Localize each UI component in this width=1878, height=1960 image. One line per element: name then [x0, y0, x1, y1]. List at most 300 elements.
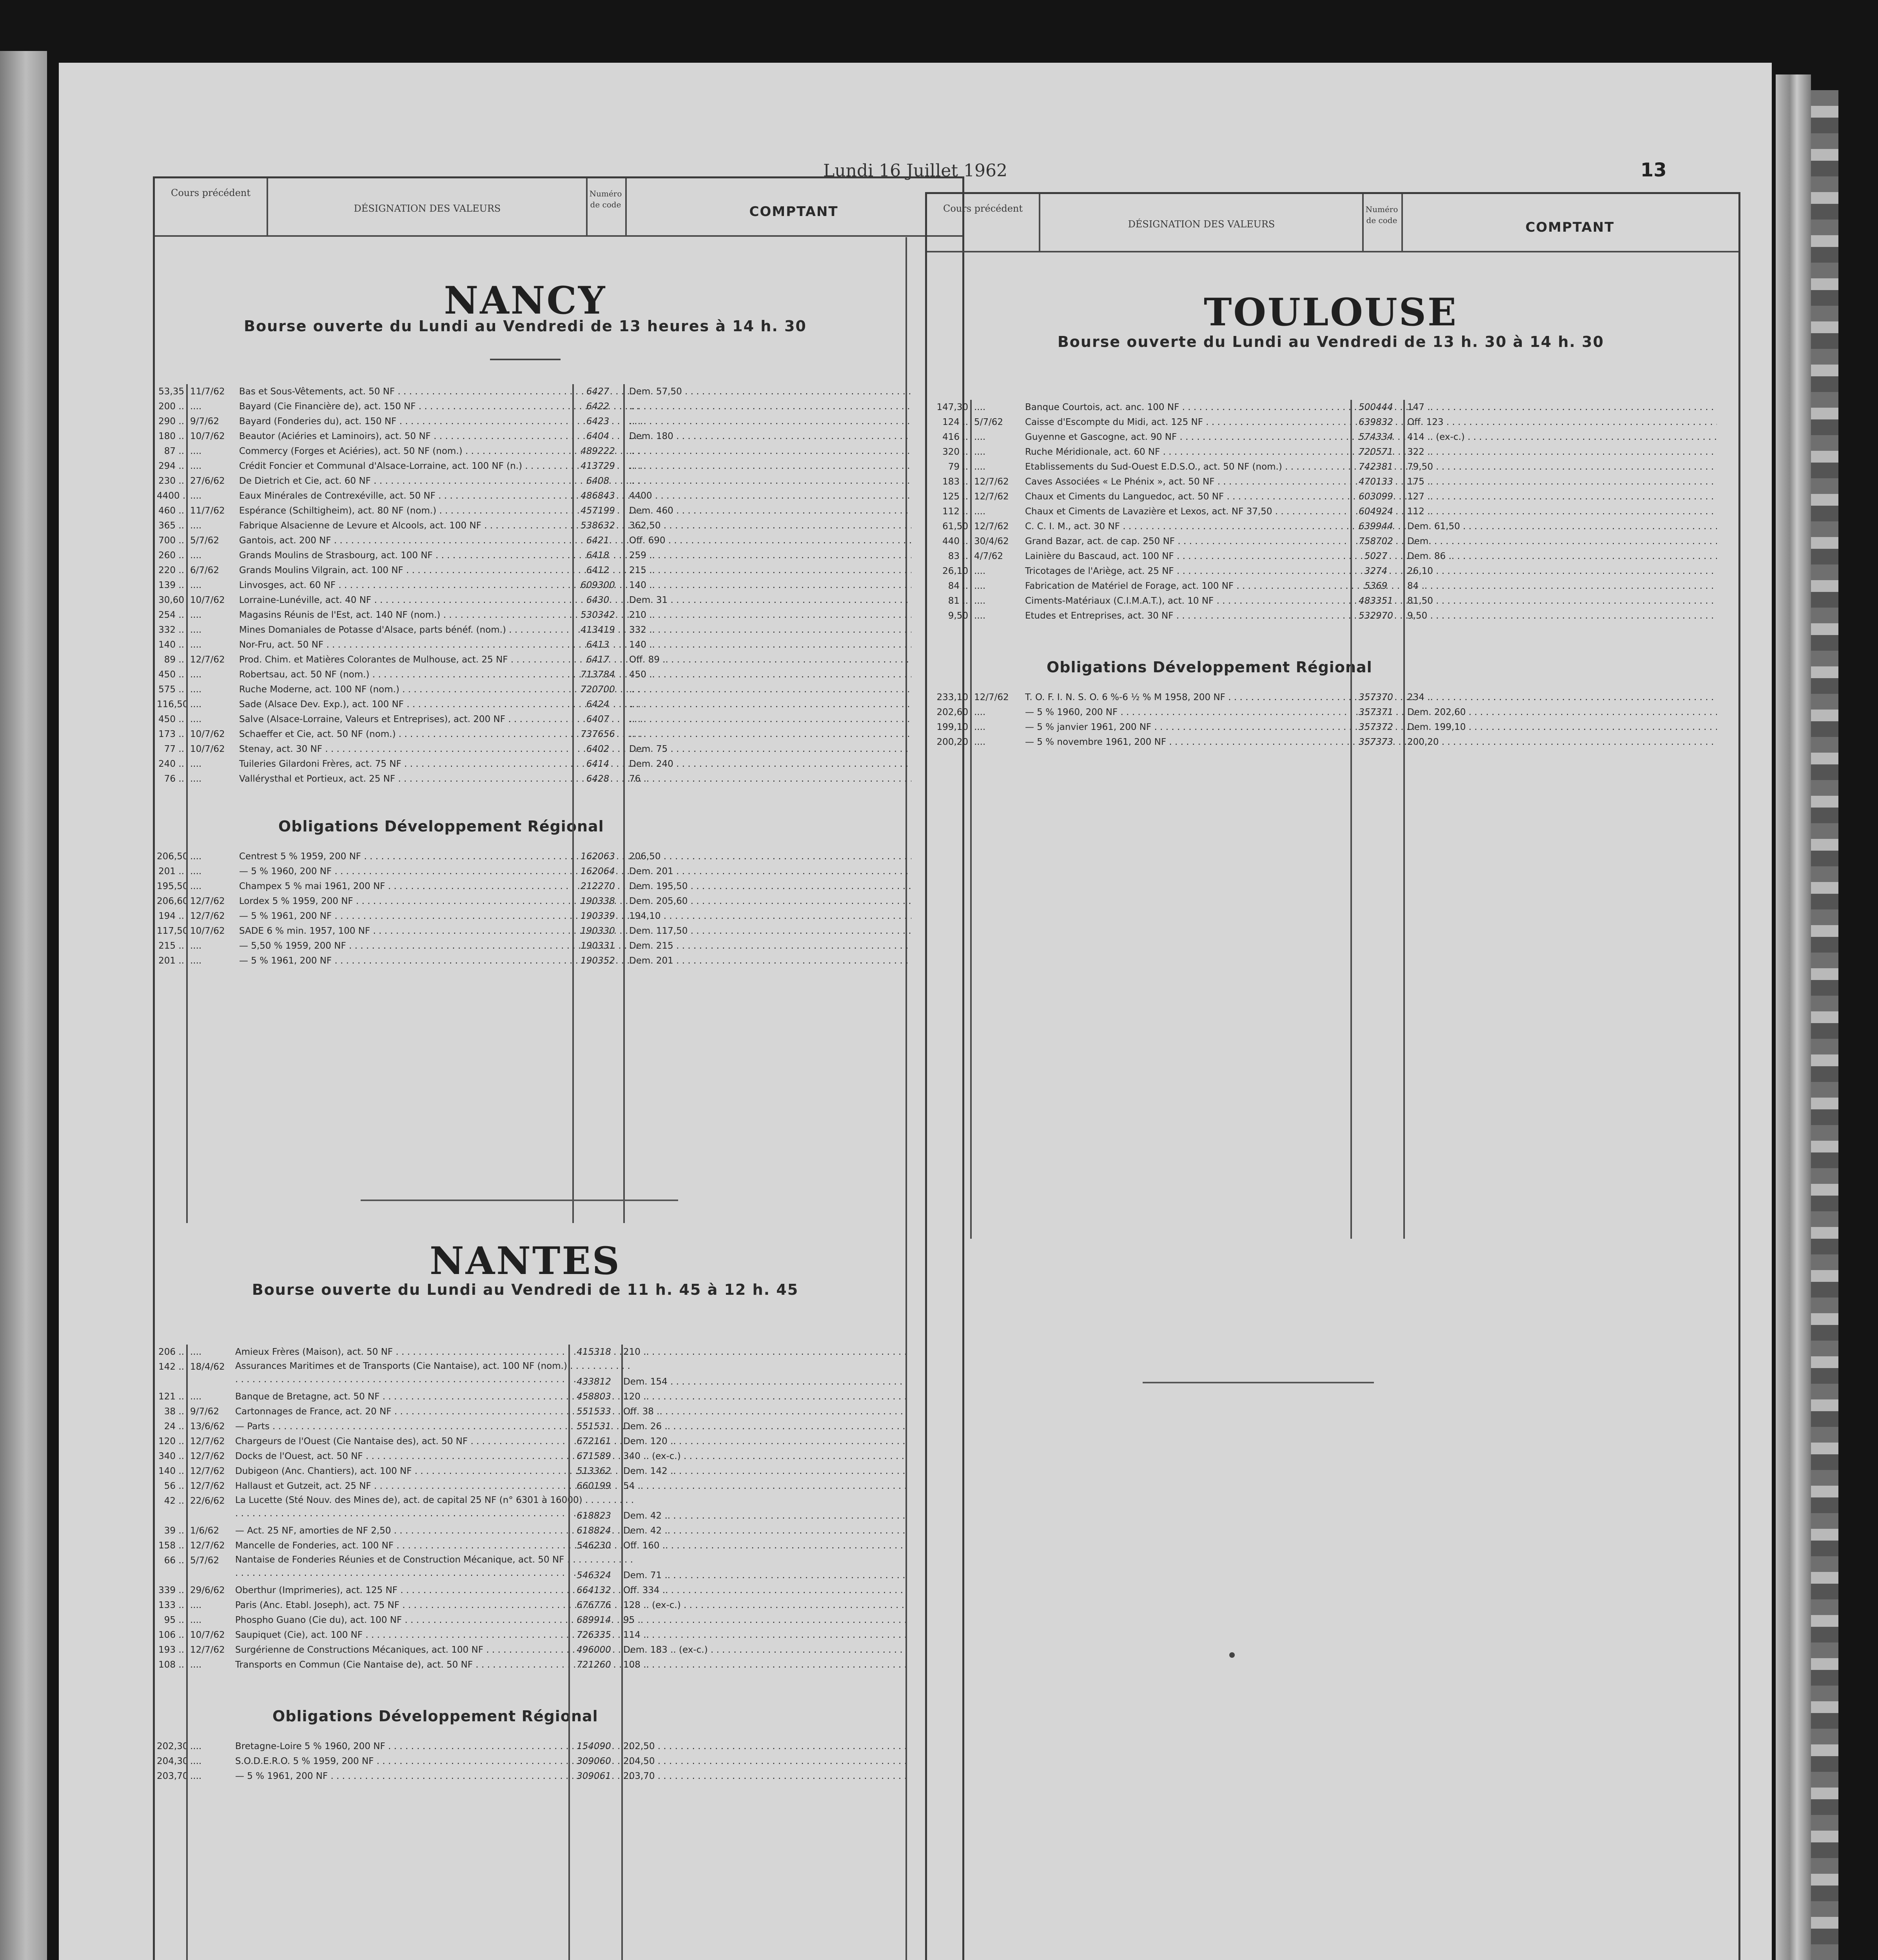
security-code: 6412 [586, 565, 610, 575]
previous-date: .... [190, 941, 202, 951]
security-name: Fabrique Alsacienne de Levure et Alcools, act. 100 NF . . . [239, 518, 643, 533]
previous-price: 147,30 [936, 402, 968, 412]
previous-date: 12/7/62 [974, 521, 1009, 532]
quote-row [929, 690, 1697, 705]
previous-date: 12/7/62 [190, 1466, 225, 1476]
security-name: Ciments-Matériaux (C.I.M.A.T.), act. 10 NF . . . [1025, 593, 1417, 608]
cash-quote: .. . . . [629, 459, 911, 474]
security-name: Banque de Bretagne, act. 50 NF . . . [235, 1389, 635, 1404]
security-name: Sade (Alsace Dev. Exp.), act. 100 NF . . . [239, 697, 643, 712]
cash-quote: 120 .. . . . [623, 1389, 905, 1404]
previous-price: 206,50 [157, 851, 189, 862]
security-code: 551531 [577, 1421, 611, 1432]
previous-date: 6/7/62 [190, 565, 220, 575]
quote-row [157, 667, 925, 682]
previous-price: 294 .. [158, 461, 184, 471]
cash-quote: Dem. 199,10 . . . [1407, 720, 1717, 735]
security-code: 6418 [586, 550, 610, 561]
previous-price: 95 .. [164, 1615, 184, 1625]
security-name: Linvosges, act. 60 NF . . . [239, 578, 643, 593]
cash-quote: Dem. 201 . . . [629, 953, 911, 968]
security-code: 639832 [1359, 417, 1393, 427]
quote-row [157, 518, 925, 533]
previous-date: 12/7/62 [974, 492, 1009, 502]
security-name: Tricotages de l'Ariège, act. 25 NF . . . [1025, 564, 1417, 579]
quote-row [929, 504, 1697, 519]
security-name: Bayard (Fonderies du), act. 150 NF . . . [239, 414, 643, 429]
cash-quote: .. . . . [629, 399, 911, 414]
previous-price: 112 .. [942, 506, 968, 517]
security-name: — 5,50 % 1959, 200 NF . . . [239, 938, 643, 953]
previous-date: .... [974, 462, 986, 472]
security-name: Caves Associées « Le Phénix », act. 50 NF . . . [1025, 474, 1417, 489]
cash-quote: Dem. 201 . . . [629, 864, 911, 879]
previous-date: .... [190, 1771, 202, 1781]
security-name: — 5 % novembre 1961, 200 NF . . . [1025, 735, 1417, 750]
left-header-sep-3 [625, 178, 627, 235]
security-name: Magasins Réunis de l'Est, act. 140 NF (nom.) . . . [239, 608, 643, 622]
security-name: Lordex 5 % 1959, 200 NF . . . [239, 894, 643, 909]
cash-quote: 340 .. (ex-c.) . . . [623, 1449, 905, 1464]
security-name: Saupiquet (Cie), act. 100 NF . . . [235, 1628, 635, 1642]
previous-date: 9/7/62 [190, 416, 220, 426]
previous-date: .... [190, 491, 202, 501]
previous-date: 12/7/62 [974, 477, 1009, 487]
security-name: Paris (Anc. Etabl. Joseph), act. 75 NF . . . [235, 1598, 635, 1613]
security-code: 639944 [1359, 521, 1393, 532]
previous-date: .... [190, 610, 202, 620]
security-name: Bayard (Cie Financière de), act. 150 NF . . . [239, 399, 643, 414]
previous-date: 13/6/62 [190, 1421, 225, 1432]
cash-quote: Dem. 42 .. . . . [623, 1508, 905, 1523]
previous-date: .... [974, 581, 986, 591]
security-code: 162063 [581, 851, 615, 862]
previous-price: 24 .. [164, 1421, 184, 1432]
cash-quote: 259 .. . . . [629, 548, 911, 563]
previous-date: 10/7/62 [190, 744, 225, 754]
quote-row [157, 1628, 925, 1642]
cash-quote: 26,10 . . . [1407, 564, 1717, 579]
cash-quote: 95 .. . . . [623, 1613, 905, 1628]
cash-quote: Dem. 215 . . . [629, 938, 911, 953]
security-code: 6428 [586, 774, 610, 784]
cash-quote: 202,50 . . . [623, 1739, 905, 1754]
security-code: 162064 [581, 866, 615, 877]
previous-date: 22/6/62 [190, 1496, 225, 1506]
security-name: Caisse d'Escompte du Midi, act. 125 NF . . . [1025, 415, 1417, 430]
cash-quote: Dem. 195,50 . . . [629, 879, 911, 894]
security-name: Chaux et Ciments de Lavazière et Lexos, act. NF 37,50 . . . [1025, 504, 1417, 519]
previous-date: 10/7/62 [190, 431, 225, 441]
quote-row [157, 1464, 925, 1479]
previous-price: 206 .. [158, 1347, 184, 1357]
previous-price: 61,50 [942, 521, 968, 532]
security-code: 489222 [581, 446, 615, 456]
toulouse-hours: Bourse ouverte du Lundi au Vendredi de 13 h. 30 à 14 h. 30 [1057, 333, 1604, 350]
security-name: Hallaust et Gutzeit, act. 25 NF . . . [235, 1479, 635, 1494]
quote-row [157, 652, 925, 667]
nantes-title: NANTES [430, 1239, 621, 1283]
quote-row [929, 445, 1697, 459]
security-name: Fabrication de Matériel de Forage, act. 100 NF . . . [1025, 579, 1417, 593]
quote-row [157, 712, 925, 727]
security-name: Grands Moulins de Strasbourg, act. 100 NF . . . [239, 548, 643, 563]
quote-row [157, 548, 925, 563]
previous-date: 9/7/62 [190, 1406, 220, 1417]
cash-quote: 54 .. . . . [623, 1479, 905, 1494]
security-code: 458803 [577, 1392, 611, 1402]
quote-row [157, 1523, 925, 1538]
quote-row [157, 864, 925, 879]
cash-quote: 128 .. (ex-c.) . . . [623, 1598, 905, 1613]
security-code: 538632 [581, 521, 615, 531]
security-code: 357371 [1359, 707, 1393, 717]
security-code: 530342 [581, 610, 615, 620]
security-name: — 5 % 1961, 200 NF . . . [235, 1769, 635, 1784]
security-name: Ruche Moderne, act. 100 NF (nom.) . . . [239, 682, 643, 697]
cash-quote: 112 .. . . . [1407, 504, 1717, 519]
previous-date: .... [974, 566, 986, 576]
security-name: Bas et Sous-Vêtements, act. 50 NF . . . [239, 384, 643, 399]
quote-row [157, 474, 925, 488]
quote-row [157, 849, 925, 864]
previous-date: .... [974, 447, 986, 457]
previous-date: .... [190, 401, 202, 412]
security-name: Chaux et Ciments du Languedoc, act. 50 NF . . . [1025, 489, 1417, 504]
cash-quote: 140 .. . . . [629, 637, 911, 652]
quote-row [157, 1419, 925, 1434]
security-name: Chargeurs de l'Ouest (Cie Nantaise des), act. 50 NF . . . [235, 1434, 635, 1449]
quote-row [157, 1754, 925, 1769]
previous-price: 173 .. [158, 729, 184, 739]
cash-quote: 332 .. . . . [629, 622, 911, 637]
quote-row [157, 757, 925, 771]
security-name: Grands Moulins Vilgrain, act. 100 NF . . . [239, 563, 643, 578]
security-code: 3274 [1364, 566, 1388, 576]
security-code: 190352 [581, 956, 615, 966]
quote-row [929, 549, 1697, 564]
previous-date: .... [190, 684, 202, 695]
security-code: 758702 [1359, 536, 1393, 546]
security-code: 190339 [581, 911, 615, 921]
previous-date: 12/7/62 [974, 692, 1009, 702]
previous-date: 12/7/62 [190, 1645, 225, 1655]
security-code: 500444 [1359, 402, 1393, 412]
security-name: — 5 % 1960, 200 NF . . . [1025, 705, 1417, 720]
previous-date: 30/4/62 [974, 536, 1009, 546]
previous-price: 158 .. [158, 1541, 184, 1551]
cash-quote: Off. 123 . . . [1407, 415, 1717, 430]
security-name: Stenay, act. 30 NF . . . [239, 742, 643, 757]
previous-price: 440 .. [942, 536, 968, 546]
previous-price: 340 .. [158, 1451, 184, 1461]
quote-row [157, 488, 925, 503]
previous-date: .... [190, 446, 202, 456]
previous-date: 10/7/62 [190, 1630, 225, 1640]
cash-quote: 362,50 . . . [629, 518, 911, 533]
cash-quote: Off. 690 . . . [629, 533, 911, 548]
previous-date: .... [190, 714, 202, 724]
security-name: Etablissements du Sud-Ouest E.D.S.O., act. 50 NF (nom.) . . . [1025, 459, 1417, 474]
quote-row [929, 534, 1697, 549]
security-name: Prod. Chim. et Matières Colorantes de Mulhouse, act. 25 NF . . . [239, 652, 643, 667]
quote-row [929, 720, 1697, 735]
cash-quote: Dem. 75 . . . [629, 742, 911, 757]
quote-row [157, 399, 925, 414]
security-code: 672161 [577, 1436, 611, 1446]
previous-price: 133 .. [158, 1600, 184, 1610]
security-name: Robertsau, act. 50 NF (nom.) . . . [239, 667, 643, 682]
cash-quote: 414 .. (ex-c.) . . . [1407, 430, 1717, 445]
previous-price: 79 .. [948, 462, 968, 472]
cash-quote: 76 .. . . . [629, 771, 911, 786]
cash-quote: 210 .. . . . [623, 1345, 905, 1359]
previous-date: .... [190, 580, 202, 590]
security-code: 609300 [581, 580, 615, 590]
previous-price: 121 .. [158, 1392, 184, 1402]
left-page-edge [0, 51, 47, 1960]
security-name: Eaux Minérales de Contrexéville, act. 50 NF . . . [239, 488, 643, 503]
previous-price: 450 .. [158, 714, 184, 724]
previous-price: 193 .. [158, 1645, 184, 1655]
quote-row [157, 1538, 925, 1553]
cash-quote: 210 .. . . . [629, 608, 911, 622]
security-code: 546230 [577, 1541, 611, 1551]
security-code: 689914 [577, 1615, 611, 1625]
security-code: 6414 [586, 759, 610, 769]
previous-price: 125 .. [942, 492, 968, 502]
security-code: 457199 [581, 506, 615, 516]
quote-row [157, 924, 925, 938]
previous-price: 30,60 [158, 595, 184, 605]
security-name: Nor-Fru, act. 50 NF . . . [239, 637, 643, 652]
previous-price: 106 .. [158, 1630, 184, 1640]
newspaper-page [59, 63, 1772, 1960]
quote-row [157, 1359, 925, 1389]
security-code: 713784 [581, 670, 615, 680]
quote-row [157, 1598, 925, 1613]
quote-row [157, 578, 925, 593]
cash-quote: Dem. 154 . . . [623, 1374, 905, 1389]
previous-price: 206,60 [157, 896, 189, 906]
right-comptant-head: COMPTANT [1525, 220, 1615, 235]
cash-quote: 204,50 . . . [623, 1754, 905, 1769]
previous-date: .... [974, 707, 986, 717]
quote-row [929, 474, 1697, 489]
security-code: 309061 [577, 1771, 611, 1781]
previous-date: .... [974, 432, 986, 442]
previous-price: 290 .. [158, 416, 184, 426]
previous-price: 84 .. [948, 581, 968, 591]
quote-row [157, 1404, 925, 1419]
quote-row [157, 742, 925, 757]
quote-row [157, 953, 925, 968]
security-code: 413729 [581, 461, 615, 471]
security-name: Docks de l'Ouest, act. 50 NF . . . [235, 1449, 635, 1464]
security-code: 413419 [581, 625, 615, 635]
quote-row [157, 608, 925, 622]
security-name: Phospho Guano (Cie du), act. 100 NF . . . [235, 1613, 635, 1628]
security-code: 190331 [581, 941, 615, 951]
security-code: 6421 [586, 535, 610, 546]
previous-price: 230 .. [158, 476, 184, 486]
previous-date: 12/7/62 [190, 1451, 225, 1461]
previous-date: .... [190, 1741, 202, 1751]
previous-price: 139 .. [158, 580, 184, 590]
security-code: 483351 [1359, 596, 1393, 606]
quote-row [157, 563, 925, 578]
previous-price: 89 .. [164, 655, 184, 665]
cash-quote: .. . . . [629, 682, 911, 697]
security-name: Nantaise de Fonderies Réunies et de Construction Mécanique, act. 50 NF . . . [235, 1553, 635, 1580]
previous-price: 108 .. [158, 1660, 184, 1670]
previous-date: .... [974, 722, 986, 732]
cash-quote: .. . . . [629, 414, 911, 429]
security-name: Beautor (Aciéries et Laminoirs), act. 50 NF . . . [239, 429, 643, 444]
previous-price: 332 .. [158, 625, 184, 635]
previous-price: 39 .. [164, 1526, 184, 1536]
right-header-sep-3 [1401, 194, 1403, 251]
cash-quote: .. . . . [629, 697, 911, 712]
cash-quote: Dem. 180 . . . [629, 429, 911, 444]
right-numero-head: Numéro de code [1365, 205, 1398, 225]
security-code: 6422 [586, 401, 610, 412]
security-code: 6407 [586, 714, 610, 724]
security-code: 726335 [577, 1630, 611, 1640]
cash-quote: 175 .. . . . [1407, 474, 1717, 489]
quote-row [157, 1494, 925, 1523]
previous-date: 12/7/62 [190, 1436, 225, 1446]
security-code: 6402 [586, 744, 610, 754]
previous-date: 12/7/62 [190, 655, 225, 665]
quote-row [157, 1389, 925, 1404]
previous-price: 200 .. [158, 401, 184, 412]
quote-row [157, 1553, 925, 1583]
cash-quote: Off. 38 .. . . . [623, 1404, 905, 1419]
left-cours-precedent-head: Cours précédent [171, 187, 251, 198]
previous-price: 38 .. [164, 1406, 184, 1417]
previous-price: 320 .. [942, 447, 968, 457]
previous-date: 5/7/62 [190, 535, 220, 546]
right-header-sep-1 [1039, 194, 1040, 251]
previous-date: .... [974, 402, 986, 412]
security-code: 603099 [1359, 492, 1393, 502]
cash-quote: 4400 . . . [629, 488, 911, 503]
cash-quote: 215 .. . . . [629, 563, 911, 578]
security-code: 309060 [577, 1756, 611, 1766]
previous-price: 233,10 [936, 692, 968, 702]
previous-price: 220 .. [158, 565, 184, 575]
security-name: S.O.D.E.R.O. 5 % 1959, 200 NF . . . [235, 1754, 635, 1769]
security-code: 6423 [586, 416, 610, 426]
quote-row [929, 608, 1697, 623]
quote-row [157, 1583, 925, 1598]
previous-price: 199,10 [936, 722, 968, 732]
left-header-sep-1 [267, 178, 268, 235]
previous-price: 26,10 [942, 566, 968, 576]
quote-row [157, 414, 925, 429]
previous-date: 11/7/62 [190, 387, 225, 397]
previous-date: .... [190, 1756, 202, 1766]
previous-date: .... [190, 625, 202, 635]
quote-row [929, 735, 1697, 750]
previous-date: .... [190, 851, 202, 862]
security-code: 6408 [586, 476, 610, 486]
previous-date: .... [190, 881, 202, 891]
previous-price: 460 .. [158, 506, 184, 516]
quote-row [157, 1739, 925, 1754]
security-name: Guyenne et Gascogne, act. 90 NF . . . [1025, 430, 1417, 445]
right-header-rule [927, 251, 1738, 252]
previous-date: 12/7/62 [190, 1541, 225, 1551]
previous-price: 77 .. [164, 744, 184, 754]
security-code: 190338 [581, 896, 615, 906]
previous-date: 5/7/62 [974, 417, 1003, 427]
quote-row [157, 1345, 925, 1359]
security-code: 546324 [577, 1570, 611, 1581]
security-name: Ruche Méridionale, act. 60 NF . . . [1025, 445, 1417, 459]
security-code: 532970 [1359, 611, 1393, 621]
nancy-col-line-left [186, 384, 188, 1223]
previous-date: .... [974, 737, 986, 747]
security-name: Dubigeon (Anc. Chantiers), act. 100 NF . . . [235, 1464, 635, 1479]
cash-quote: Dem. 71 .. . . . [623, 1568, 905, 1583]
obligations-title: Obligations Développement Régional [278, 818, 604, 835]
previous-price: 194 .. [158, 911, 184, 921]
security-name: Commercy (Forges et Aciéries), act. 50 NF (nom.) . . . [239, 444, 643, 459]
security-code: 486843 [581, 491, 615, 501]
previous-price: 240 .. [158, 759, 184, 769]
quote-row [157, 503, 925, 518]
quote-row [157, 879, 925, 894]
cash-quote: 9,50 . . . [1407, 608, 1717, 623]
previous-date: .... [190, 670, 202, 680]
security-code: 671589 [577, 1451, 611, 1461]
quote-row [157, 444, 925, 459]
quote-row [157, 938, 925, 953]
previous-price: 365 .. [158, 521, 184, 531]
cash-quote: Off. 89 .. . . . [629, 652, 911, 667]
security-code: 5369 [1364, 581, 1388, 591]
quote-row [157, 727, 925, 742]
previous-date: .... [190, 640, 202, 650]
quote-row [157, 622, 925, 637]
previous-price: 201 .. [158, 956, 184, 966]
security-name: Centrest 5 % 1959, 200 NF . . . [239, 849, 643, 864]
previous-price: 4400 .. [157, 491, 189, 501]
quote-row [157, 1657, 925, 1672]
security-name: Mancelle de Fonderies, act. 100 NF . . . [235, 1538, 635, 1553]
cash-quote: Dem. . . . [1407, 534, 1717, 549]
previous-date: .... [190, 550, 202, 561]
previous-price: 124 .. [942, 417, 968, 427]
toulouse-col-line-2 [1403, 400, 1405, 1239]
security-code: 618823 [577, 1511, 611, 1521]
security-name: Champex 5 % mai 1961, 200 NF . . . [239, 879, 643, 894]
previous-date: 10/7/62 [190, 595, 225, 605]
quote-row [929, 430, 1697, 445]
nancy-col-line-2 [623, 384, 625, 1223]
cash-quote: 203,70 . . . [623, 1769, 905, 1784]
cash-quote: Dem. 142 .. . . . [623, 1464, 905, 1479]
security-name: — Parts . . . [235, 1419, 635, 1434]
cash-quote: 322 .. . . . [1407, 445, 1717, 459]
previous-price: 416 .. [942, 432, 968, 442]
quote-row [929, 415, 1697, 430]
cash-quote: 79,50 . . . [1407, 459, 1717, 474]
security-name: — 5 % 1960, 200 NF . . . [239, 864, 643, 879]
quote-row [157, 384, 925, 399]
